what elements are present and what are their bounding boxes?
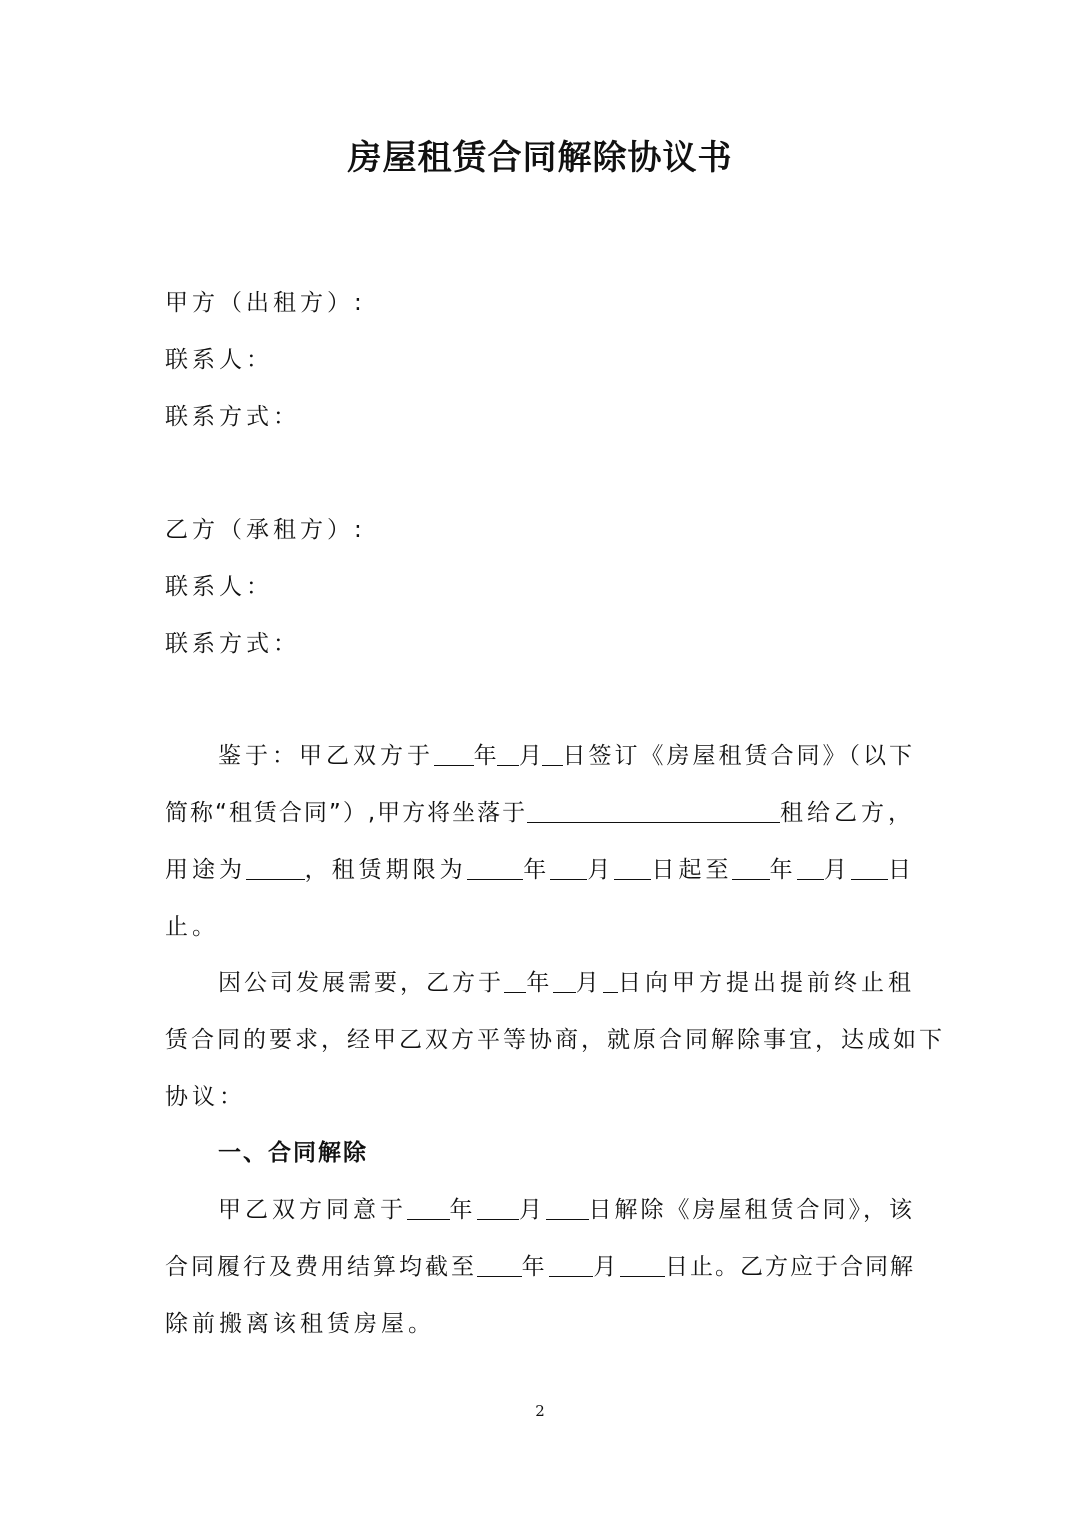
recital-text: 年	[769, 857, 797, 883]
blank-field	[553, 968, 575, 993]
recital-text: 月	[823, 857, 851, 883]
reason-text: 年	[526, 970, 554, 996]
recital-text: 年	[473, 743, 497, 769]
party-b-label: 乙方（承租方）:	[165, 517, 366, 543]
blank-field	[467, 855, 524, 880]
recital-text: 日签订《房屋租赁合同》（以下	[562, 743, 915, 769]
blank-field	[550, 855, 587, 880]
recital-text: ，租赁期限为	[304, 857, 467, 883]
recital-text: 日	[888, 857, 916, 883]
recital-text: 租给乙方，	[780, 800, 915, 826]
blank-field	[246, 855, 305, 880]
blank-field	[477, 1195, 520, 1220]
blank-field	[614, 855, 651, 880]
recital-text: 月	[587, 857, 615, 883]
blank-field	[407, 1195, 450, 1220]
blank-field	[504, 968, 526, 993]
section1-line-3: 除前搬离该租赁房屋。	[165, 1311, 435, 1337]
blank-field	[732, 855, 769, 880]
blank-field	[851, 855, 888, 880]
recital-text: 用途为	[165, 857, 246, 883]
document-title: 房屋租赁合同解除协议书	[347, 138, 733, 178]
blank-field	[797, 855, 824, 880]
party-a-contact-method: 联系方式：	[165, 404, 300, 430]
reason-line-1	[218, 968, 915, 998]
section1-text: 甲乙双方同意于	[218, 1197, 407, 1223]
recital-line-3	[165, 855, 915, 885]
blank-field	[603, 968, 618, 993]
section-heading: 一、合同解除	[218, 1140, 368, 1166]
blank-field	[549, 1252, 594, 1277]
blank-field	[527, 798, 780, 823]
section1-line-2	[165, 1252, 915, 1282]
recital-line-2	[165, 798, 915, 828]
blank-field	[477, 1252, 522, 1277]
reason-line-2: 赁合同的要求，经甲乙双方平等协商，就原合同解除事宜，达成如下	[165, 1027, 945, 1053]
reason-text: 因公司发展需要，乙方于	[218, 970, 504, 996]
recital-text: 日起至	[651, 857, 733, 883]
section1-text: 合同履行及费用结算均截至	[165, 1254, 477, 1280]
party-a-contact-person: 联系人：	[165, 347, 273, 373]
blank-field	[620, 1252, 665, 1277]
party-a-label: 甲方（出租方）:	[165, 290, 366, 316]
section1-text: 年	[449, 1197, 477, 1223]
section1-text: 日解除《房屋租赁合同》，该	[588, 1197, 915, 1223]
blank-field	[434, 741, 474, 766]
blank-field	[542, 741, 563, 766]
section1-line-1	[218, 1195, 915, 1225]
recital-text: 简称“租赁合同”）,甲方将坐落于	[165, 800, 528, 826]
section1-text: 月	[593, 1254, 621, 1280]
recital-text: 月	[518, 743, 542, 769]
section1-text: 年	[521, 1254, 549, 1280]
reason-text: 日向甲方提出提前终止租	[618, 970, 916, 996]
recital-line-4: 止。	[165, 914, 219, 940]
section1-text: 月	[519, 1197, 546, 1223]
blank-field	[546, 1195, 589, 1220]
reason-line-3: 协议：	[165, 1084, 246, 1110]
party-b-contact-method: 联系方式：	[165, 631, 300, 657]
recital-text: 鉴于：甲乙双方于	[218, 743, 434, 769]
reason-text: 月	[575, 970, 603, 996]
blank-field	[497, 741, 519, 766]
party-b-contact-person: 联系人：	[165, 574, 273, 600]
recital-text: 年	[523, 857, 551, 883]
section1-text: 日止。乙方应于合同解	[665, 1254, 916, 1280]
page-number: 2	[535, 1402, 545, 1420]
recital-line-1	[218, 741, 915, 771]
